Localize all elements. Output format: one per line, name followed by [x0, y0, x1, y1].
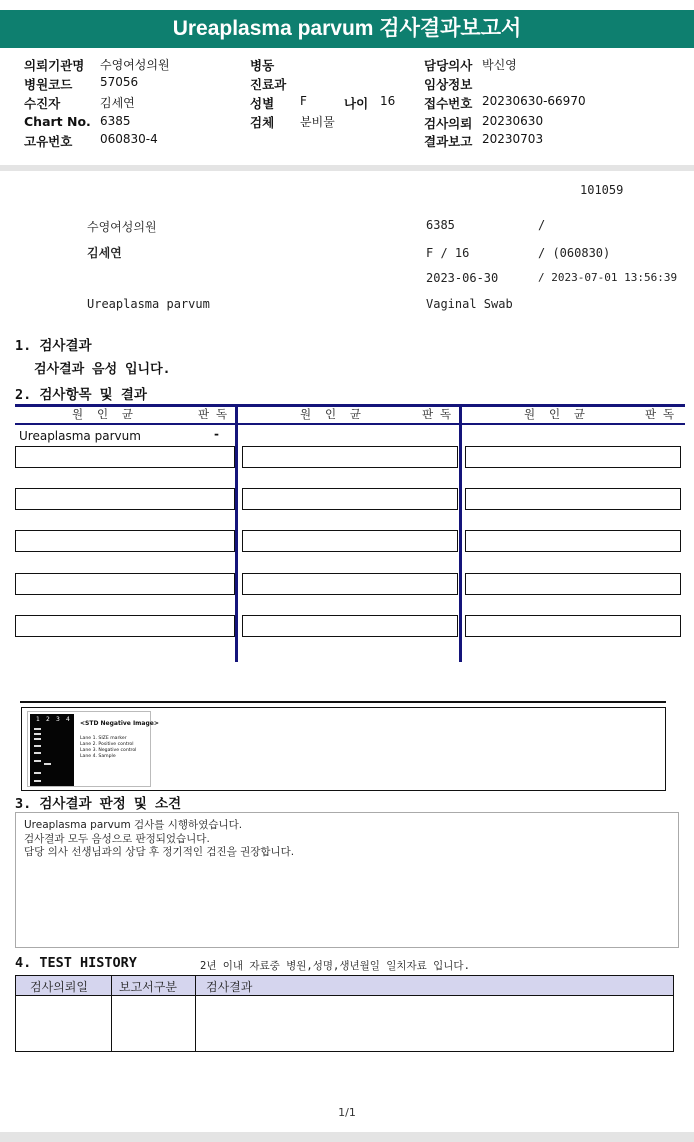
result-cell — [465, 488, 681, 510]
report-header-info — [0, 52, 694, 164]
history-table — [15, 975, 674, 1052]
result-cell — [15, 615, 235, 637]
overall-result: 검사결과 음성 입니다. — [34, 362, 171, 377]
age-value: 16 — [380, 94, 396, 108]
result-cell — [465, 446, 681, 468]
report-date-label: 결과보고 — [424, 134, 473, 149]
hospital-code-value: 57056 — [100, 75, 139, 89]
comment-line: 검사결과 모두 음성으로 판정되었습니다. — [24, 832, 210, 845]
request-date-value: 20230630 — [482, 114, 544, 128]
result-cell — [15, 530, 235, 552]
report-date-value: 20230703 — [482, 132, 544, 146]
lane-number: 1 — [36, 716, 40, 723]
clinic-name: 수영여성의원 — [87, 220, 157, 234]
image-separator — [20, 701, 666, 703]
chart-number: 6385 — [426, 218, 455, 232]
result-cell — [242, 446, 458, 468]
section1-title: 1. 검사결과 — [15, 338, 92, 354]
positive-band — [44, 763, 51, 765]
table-divider-2 — [459, 404, 462, 662]
result-cell — [465, 615, 681, 637]
institution-value: 수영여성의원 — [100, 58, 170, 72]
test-name: Ureaplasma parvum — [87, 297, 210, 311]
history-col-type: 보고서구분 — [119, 980, 177, 994]
result-cell — [15, 573, 235, 595]
report-title: Ureaplasma parvum 검사결과보고서 — [0, 10, 694, 48]
chart-no-value: 6385 — [100, 114, 131, 128]
marker-band — [34, 738, 41, 740]
sex-age: F / 16 — [426, 246, 470, 260]
marker-band — [34, 772, 41, 774]
lane-number: 3 — [56, 716, 60, 723]
gel-lane-note: Lane 4. Sample — [80, 754, 116, 759]
gel-lane-note: Lane 2. Positive control — [80, 742, 134, 747]
hospital-code-label: 병원코드 — [24, 77, 73, 92]
institution-label: 의뢰기관명 — [24, 58, 85, 73]
unique-no-value: 060830-4 — [100, 132, 158, 146]
gel-image-panel — [21, 707, 666, 791]
report-datetime: / 2023-07-01 13:56:39 — [538, 271, 678, 284]
gel-lane-note: Lane 1. SIZE marker — [80, 736, 127, 741]
section3-title: 3. 검사결과 판정 및 소견 — [15, 796, 182, 812]
result-cell — [242, 615, 458, 637]
bottom-divider — [0, 1132, 694, 1142]
result-cell — [465, 530, 681, 552]
comments-box — [15, 812, 679, 948]
gel-lane-note: Lane 3. Negative control — [80, 748, 137, 753]
department-label: 진료과 — [250, 77, 287, 92]
request-date: 2023-06-30 — [426, 271, 499, 285]
specimen-value: 분비물 — [300, 115, 335, 129]
patient-name: 김세연 — [87, 246, 122, 260]
history-note: 2년 이내 자료중 병원,성명,생년월일 일치자료 입니다. — [200, 960, 470, 972]
page-number: 1/1 — [338, 1106, 356, 1119]
marker-band — [34, 780, 41, 782]
gel-photo — [30, 714, 74, 786]
unique-no-label: 고유번호 — [24, 134, 73, 149]
receipt-no-label: 접수번호 — [424, 96, 473, 111]
marker-band — [34, 733, 41, 735]
marker-band — [34, 745, 41, 747]
result-cell — [242, 530, 458, 552]
doc-number: 101059 — [580, 183, 624, 197]
col-pathogen-1: 원 인 균 — [72, 407, 134, 421]
gel-image-title: <STD Negative Image> — [80, 720, 159, 727]
gel-image — [27, 711, 159, 787]
sex-label: 성별 — [250, 96, 275, 111]
result-cell — [15, 446, 235, 468]
col-pathogen-2: 원 인 균 — [300, 407, 362, 421]
comment-line: 담당 의사 선생님과의 상담 후 정기적인 검진을 권장합니다. — [24, 846, 295, 858]
history-col-date: 검사의뢰일 — [30, 980, 88, 994]
history-col-result: 검사결과 — [206, 980, 253, 994]
receipt-no-value: 20230630-66970 — [482, 94, 586, 108]
sex-value: F — [300, 94, 307, 108]
lane-number: 4 — [66, 716, 70, 723]
specimen-type: Vaginal Swab — [426, 297, 513, 311]
col-judgement-3: 판 독 — [645, 407, 675, 421]
chart-no-label: Chart No. — [24, 114, 91, 129]
section4-title: 4. TEST HISTORY — [15, 955, 137, 971]
marker-band — [34, 752, 41, 754]
section2-title: 2. 검사항목 및 결과 — [15, 387, 147, 403]
clinical-info-label: 임상정보 — [424, 77, 473, 92]
col-judgement-2: 판 독 — [422, 407, 452, 421]
patient-id: / (060830) — [538, 246, 611, 260]
age-label: 나이 — [344, 96, 369, 111]
col-judgement-1: 판 독 — [198, 407, 228, 421]
specimen-label: 검체 — [250, 115, 275, 130]
result-cell — [242, 573, 458, 595]
pathogen-name: Ureaplasma parvum — [19, 429, 141, 443]
doctor-value: 박신영 — [482, 58, 517, 72]
doctor-label: 담당의사 — [424, 58, 473, 73]
table-divider-1 — [235, 404, 238, 662]
chart-slash: / — [538, 218, 546, 232]
header-divider — [0, 165, 694, 171]
patient-value: 김세연 — [100, 96, 135, 110]
marker-band — [34, 728, 41, 730]
ward-label: 병동 — [250, 58, 275, 73]
request-date-label: 검사의뢰 — [424, 116, 473, 131]
result-cell — [242, 488, 458, 510]
pathogen-result: - — [214, 427, 219, 441]
marker-band — [34, 760, 41, 762]
result-cell — [465, 573, 681, 595]
col-pathogen-3: 원 인 균 — [524, 407, 586, 421]
comment-line: Ureaplasma parvum 검사를 시행하였습니다. — [24, 819, 243, 831]
result-cell — [15, 488, 235, 510]
lane-number: 2 — [46, 716, 50, 723]
patient-label: 수진자 — [24, 96, 61, 111]
table-header-border — [15, 423, 685, 425]
